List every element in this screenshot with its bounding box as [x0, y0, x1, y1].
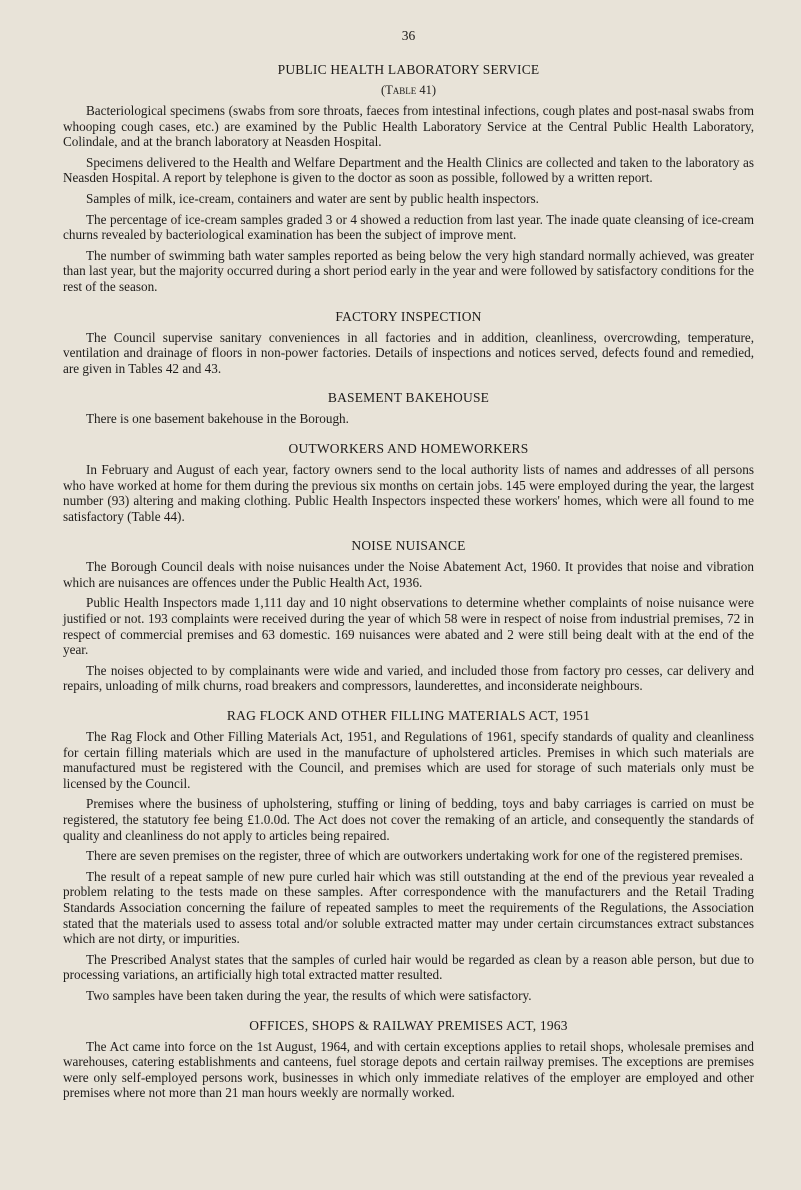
body-paragraph: Public Health Inspectors made 1,111 day and 10 night observations to determine whether complaints of noise nuisance were justified or not. 193 complaints were received during the year of which 58 were in respect of noise from industrial premises, 72 in respect of commercial premises and 63 domestic. 169 nuisances were abated and 2 were still being dealt with at the end of the year. [63, 595, 754, 658]
body-paragraph: There are seven premises on the register, three of which are outworkers undertaking work for one of the registered premises. [86, 848, 743, 864]
section-heading: RAG FLOCK AND OTHER FILLING MATERIALS ACT, 1951 [226, 708, 591, 724]
section [63, 62, 754, 295]
body-paragraph: In February and August of each year, factory owners send to the local authority lists of names and addresses of all persons who have worked at home for them during the previous six months on certain jobs. 145 were employed during the year, the largest number (93) altering and making clothing. Public Health Inspectors inspected these workers' homes, which were all found to me satisfactory (Table 44). [63, 461, 754, 524]
section [63, 538, 754, 694]
body-paragraph: The Borough Council deals with noise nuisances under the Noise Abatement Act, 1960. It provides that noise and vibration which are nuisances are offences under the Public Health Act, 1936. [63, 559, 754, 590]
body-paragraph: Two samples have been taken during the year, the results of which were satisfactory. [86, 987, 532, 1003]
section-heading: PUBLIC HEALTH LABORATORY SERVICE [277, 62, 540, 77]
section [63, 708, 754, 1004]
section-subheading: (Table 41) [380, 83, 437, 97]
body-paragraph: The Rag Flock and Other Filling Materials Act, 1951, and Regulations of 1961, specify standards of quality and cleanliness for certain filling materials which are used in the manufacture of upholstered articles. Premises in which such materials are manufactured must be registered with the Council, and premises which are used for storage of such materials only must be licensed by the Council. [63, 729, 754, 791]
body-paragraph: Specimens delivered to the Health and Welfare Department and the Health Clinics are collected and taken to the laboratory as Neasden Hospital. A report by telephone is given to the doctor as soon as possible, followed by a written report. [63, 154, 754, 186]
section-heading: OFFICES, SHOPS & RAILWAY PREMISES ACT, 1963 [249, 1017, 568, 1033]
body-paragraph: The result of a repeat sample of new pure curled hair which was still outstanding at the end of the previous year revealed a problem relating to the tests made on these samples. After correspondence with the manufacturers and the Retail Trading Standards Association concerning the failure of repeated samples to meet the requirements of the Regulations, the Association stated that the materials used to assess total and/or soluble extracted matter may under certain circumstances extract substances which are not dirty, or impurities. [63, 868, 754, 947]
body-paragraph: The noises objected to by complainants were wide and varied, and included those from factory pro cesses, car delivery and repairs, unloading of milk churns, road breakers and compressors, launderettes, and inconsiderate neighbours. [63, 662, 754, 694]
body-paragraph: The Council supervise sanitary conveniences in all factories and in addition, cleanliness, overcrowding, temperature, ventilation and drainage of floors in non-power factories. Details of inspections and notices served, defects found and remedied, are given in Tables 42 and 43. [63, 329, 754, 376]
document-body [63, 62, 754, 1101]
section [63, 1018, 754, 1101]
section [63, 309, 754, 377]
body-paragraph: There is one basement bakehouse in the Borough. [86, 411, 349, 427]
body-paragraph: The number of swimming bath water samples reported as being below the very high standard normally achieved, was greater than last year, but the majority occurred during a short period early in the year and were followed by satisfactory conditions for the rest of the season. [63, 247, 754, 294]
body-paragraph: Bacteriological specimens (swabs from sore throats, faeces from intestinal infections, cough plates and post-nasal swabs from whooping cough cases, etc.) are examined by the Public Health Laboratory Service at the Central Public Health Laboratory, Colindale, and at the branch laboratory at Neasden Hospital. [63, 103, 754, 150]
body-paragraph: The Prescribed Analyst states that the samples of curled hair would be regarded as clean by a reason able person, but due to processing variations, an artificially high total extracted matter resulted. [63, 951, 754, 983]
body-paragraph: Samples of milk, ice-cream, containers and water are sent by public health inspectors. [86, 190, 539, 206]
body-paragraph: The Act came into force on the 1st August, 1964, and with certain exceptions applies to retail shops, wholesale premises and warehouses, catering establishments and canteens, fuel storage depots and certain railway premises. The exceptions are premises were only self-employed persons work, businesses in which only immediate relatives of the employer are employed and other premises where not more than 21 man hours weekly are normally worked. [63, 1038, 754, 1101]
section [63, 390, 754, 427]
section-heading: NOISE NUISANCE [351, 538, 466, 554]
section-heading: BASEMENT BAKEHOUSE [327, 390, 490, 406]
section-heading: FACTORY INSPECTION [335, 308, 482, 324]
body-paragraph: The percentage of ice-cream samples graded 3 or 4 showed a reduction from last year. The inade quate cleansing of ice-cream churns revealed by bacteriological examination has been the subject of improve ment. [63, 211, 754, 243]
section-heading: OUTWORKERS AND HOMEWORKERS [288, 440, 529, 456]
section [63, 441, 754, 524]
page-number: 36 [401, 28, 416, 43]
body-paragraph: Premises where the business of upholstering, stuffing or lining of bedding, toys and baby carriages is carried on must be registered, the statutory fee being £1.0.0d. The Act does not cover the remaking of an article, and consequently the standards of quality and cleanliness do not apply to articles being repaired. [63, 796, 754, 843]
